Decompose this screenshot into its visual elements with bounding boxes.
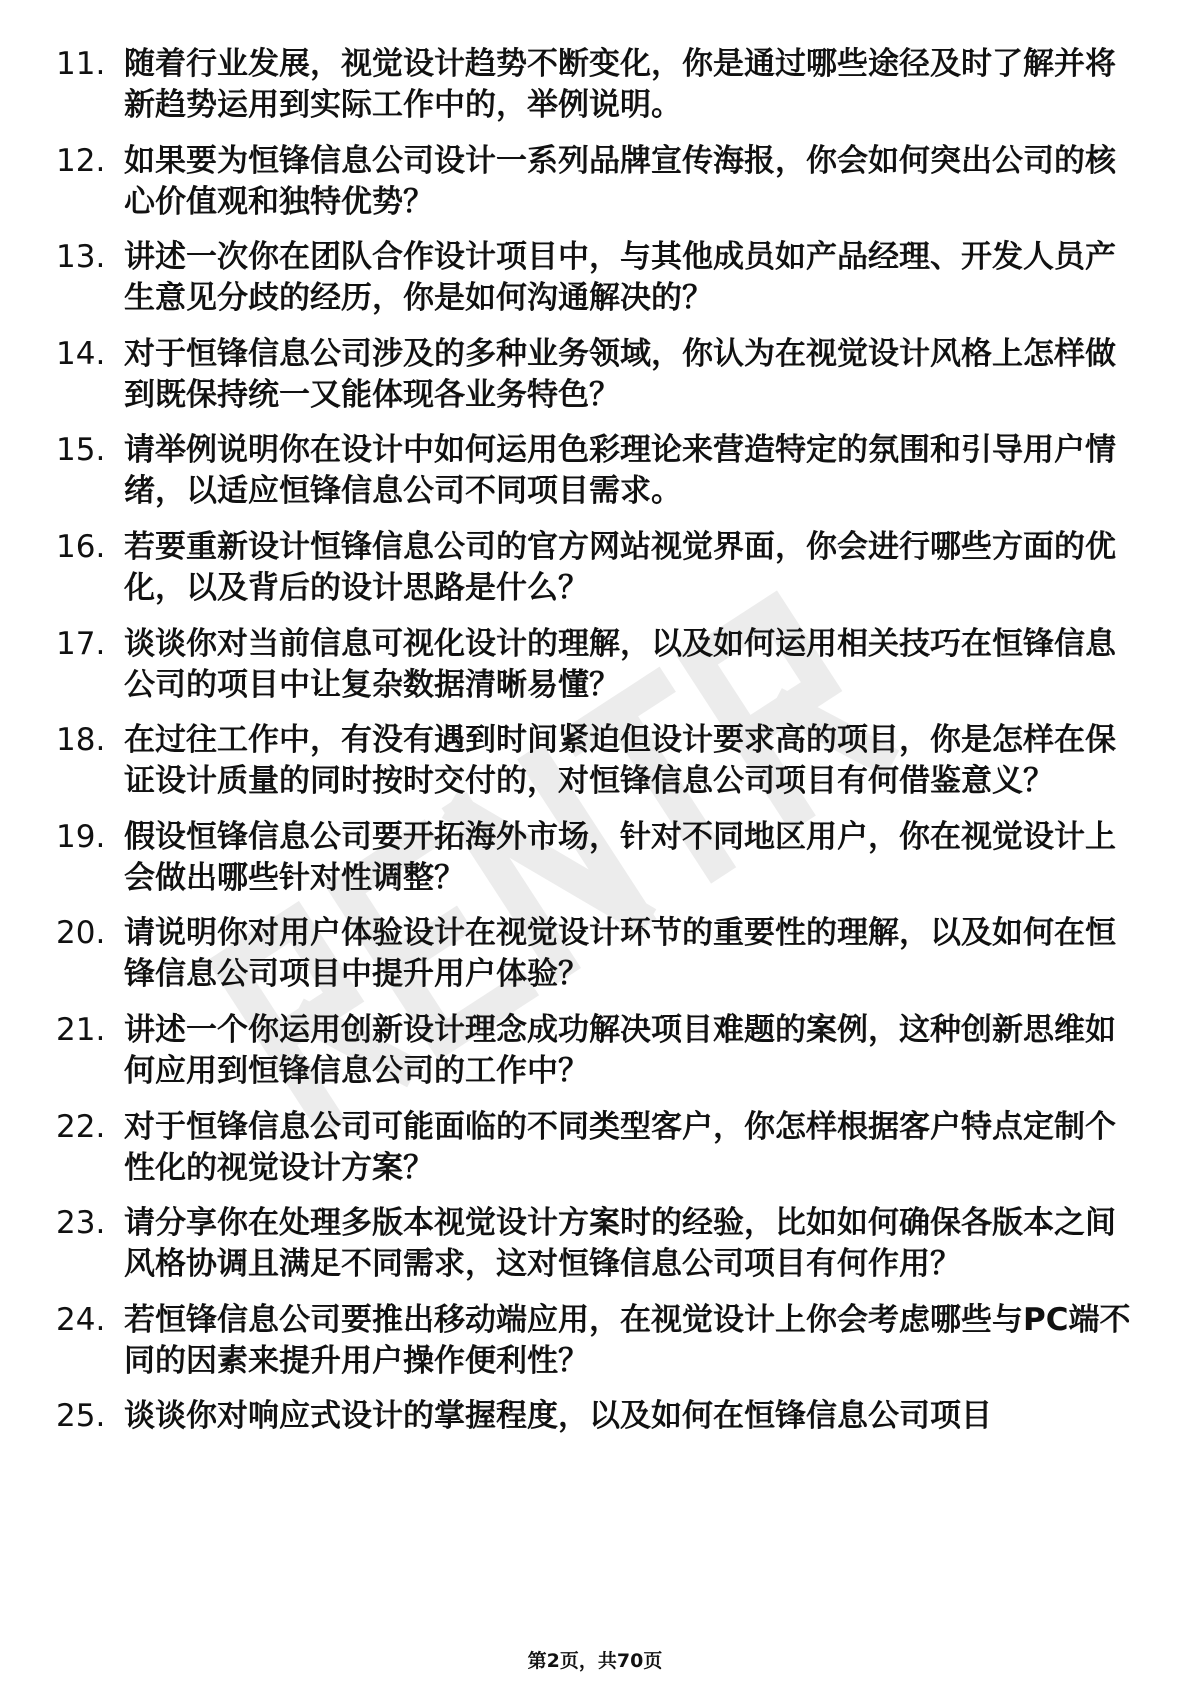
question-number: 16. — [56, 528, 106, 565]
question-number: 21. — [56, 1011, 106, 1048]
list-item — [56, 913, 1136, 995]
list-item — [56, 1203, 1136, 1285]
question-text: 如果要为恒锋信息公司设计一系列品牌宣传海报，你会如何突出公司的核心价值观和独特优势？ — [124, 142, 1116, 220]
list-item — [56, 141, 1136, 223]
list-item — [56, 334, 1136, 416]
question-text: 对于恒锋信息公司可能面临的不同类型客户，你怎样根据客户特点定制个性化的视觉设计方案？ — [124, 1108, 1116, 1186]
question-number: 13. — [56, 239, 106, 276]
list-item — [56, 430, 1136, 512]
question-text: 讲述一次你在团队合作设计项目中，与其他成员如产品经理、开发人员产生意见分歧的经历，你是如何沟通解决的？ — [124, 239, 1116, 317]
question-text: 请说明你对用户体验设计在视觉设计环节的重要性的理解，以及如何在恒锋信息公司项目中提升用户体验？ — [124, 915, 1116, 993]
question-number: 25. — [56, 1398, 106, 1435]
question-text: 假设恒锋信息公司要开拓海外市场，针对不同地区用户，你在视觉设计上会做出哪些针对性调整？ — [124, 818, 1116, 896]
list-item — [56, 44, 1136, 126]
list-item — [56, 1107, 1136, 1189]
question-number: 24. — [56, 1301, 106, 1338]
question-number: 22. — [56, 1108, 106, 1145]
question-number: 19. — [56, 818, 106, 855]
question-number: 23. — [56, 1205, 106, 1242]
question-number: 20. — [56, 915, 106, 952]
question-number: 15. — [56, 432, 106, 469]
question-number: 14. — [56, 335, 106, 372]
question-number: 11. — [56, 46, 106, 82]
list-item — [56, 1300, 1136, 1382]
question-number: 12. — [56, 142, 106, 179]
question-text: 请举例说明你在设计中如何运用色彩理论来营造特定的氛围和引导用户情绪，以适应恒锋信息公司不同项目需求。 — [124, 432, 1116, 510]
list-item — [56, 1396, 1136, 1437]
list-item — [56, 720, 1136, 802]
list-item — [56, 817, 1136, 899]
question-text: 请分享你在处理多版本视觉设计方案时的经验，比如如何确保各版本之间风格协调且满足不同需求，这对恒锋信息公司项目有何作用？ — [124, 1205, 1116, 1283]
question-number: 17. — [56, 625, 106, 662]
list-item — [56, 527, 1136, 609]
list-item — [56, 1010, 1136, 1092]
list-item — [56, 624, 1136, 706]
question-text: 若要重新设计恒锋信息公司的官方网站视觉界面，你会进行哪些方面的优化，以及背后的设计思路是什么？ — [124, 528, 1116, 606]
question-text: 对于恒锋信息公司涉及的多种业务领域，你认为在视觉设计风格上怎样做到既保持统一又能体现各业务特色？ — [124, 335, 1116, 413]
question-text: 谈谈你对响应式设计的掌握程度，以及如何在恒锋信息公司项目 — [124, 1398, 992, 1435]
question-text: 讲述一个你运用创新设计理念成功解决项目难题的案例，这种创新思维如何应用到恒锋信息公司的工作中？ — [124, 1011, 1116, 1089]
question-list — [56, 44, 1136, 1452]
question-number: 18. — [56, 722, 106, 759]
question-text: 谈谈你对当前信息可视化设计的理解，以及如何运用相关技巧在恒锋信息公司的项目中让复杂数据清晰易懂？ — [124, 625, 1116, 703]
page-footer: 第2页，共70页 — [527, 1650, 663, 1672]
question-text: 在过往工作中，有没有遇到时间紧迫但设计要求高的项目，你是怎样在保证设计质量的同时按时交付的，对恒锋信息公司项目有何借鉴意义？ — [124, 722, 1116, 800]
question-text: 若恒锋信息公司要推出移动端应用，在视觉设计上你会考虑哪些与PC端不同的因素来提升用户操作便利性？ — [124, 1301, 1131, 1379]
list-item — [56, 237, 1136, 319]
question-text: 随着行业发展，视觉设计趋势不断变化，你是通过哪些途径及时了解并将新趋势运用到实际工作中的，举例说明。 — [124, 46, 1116, 123]
